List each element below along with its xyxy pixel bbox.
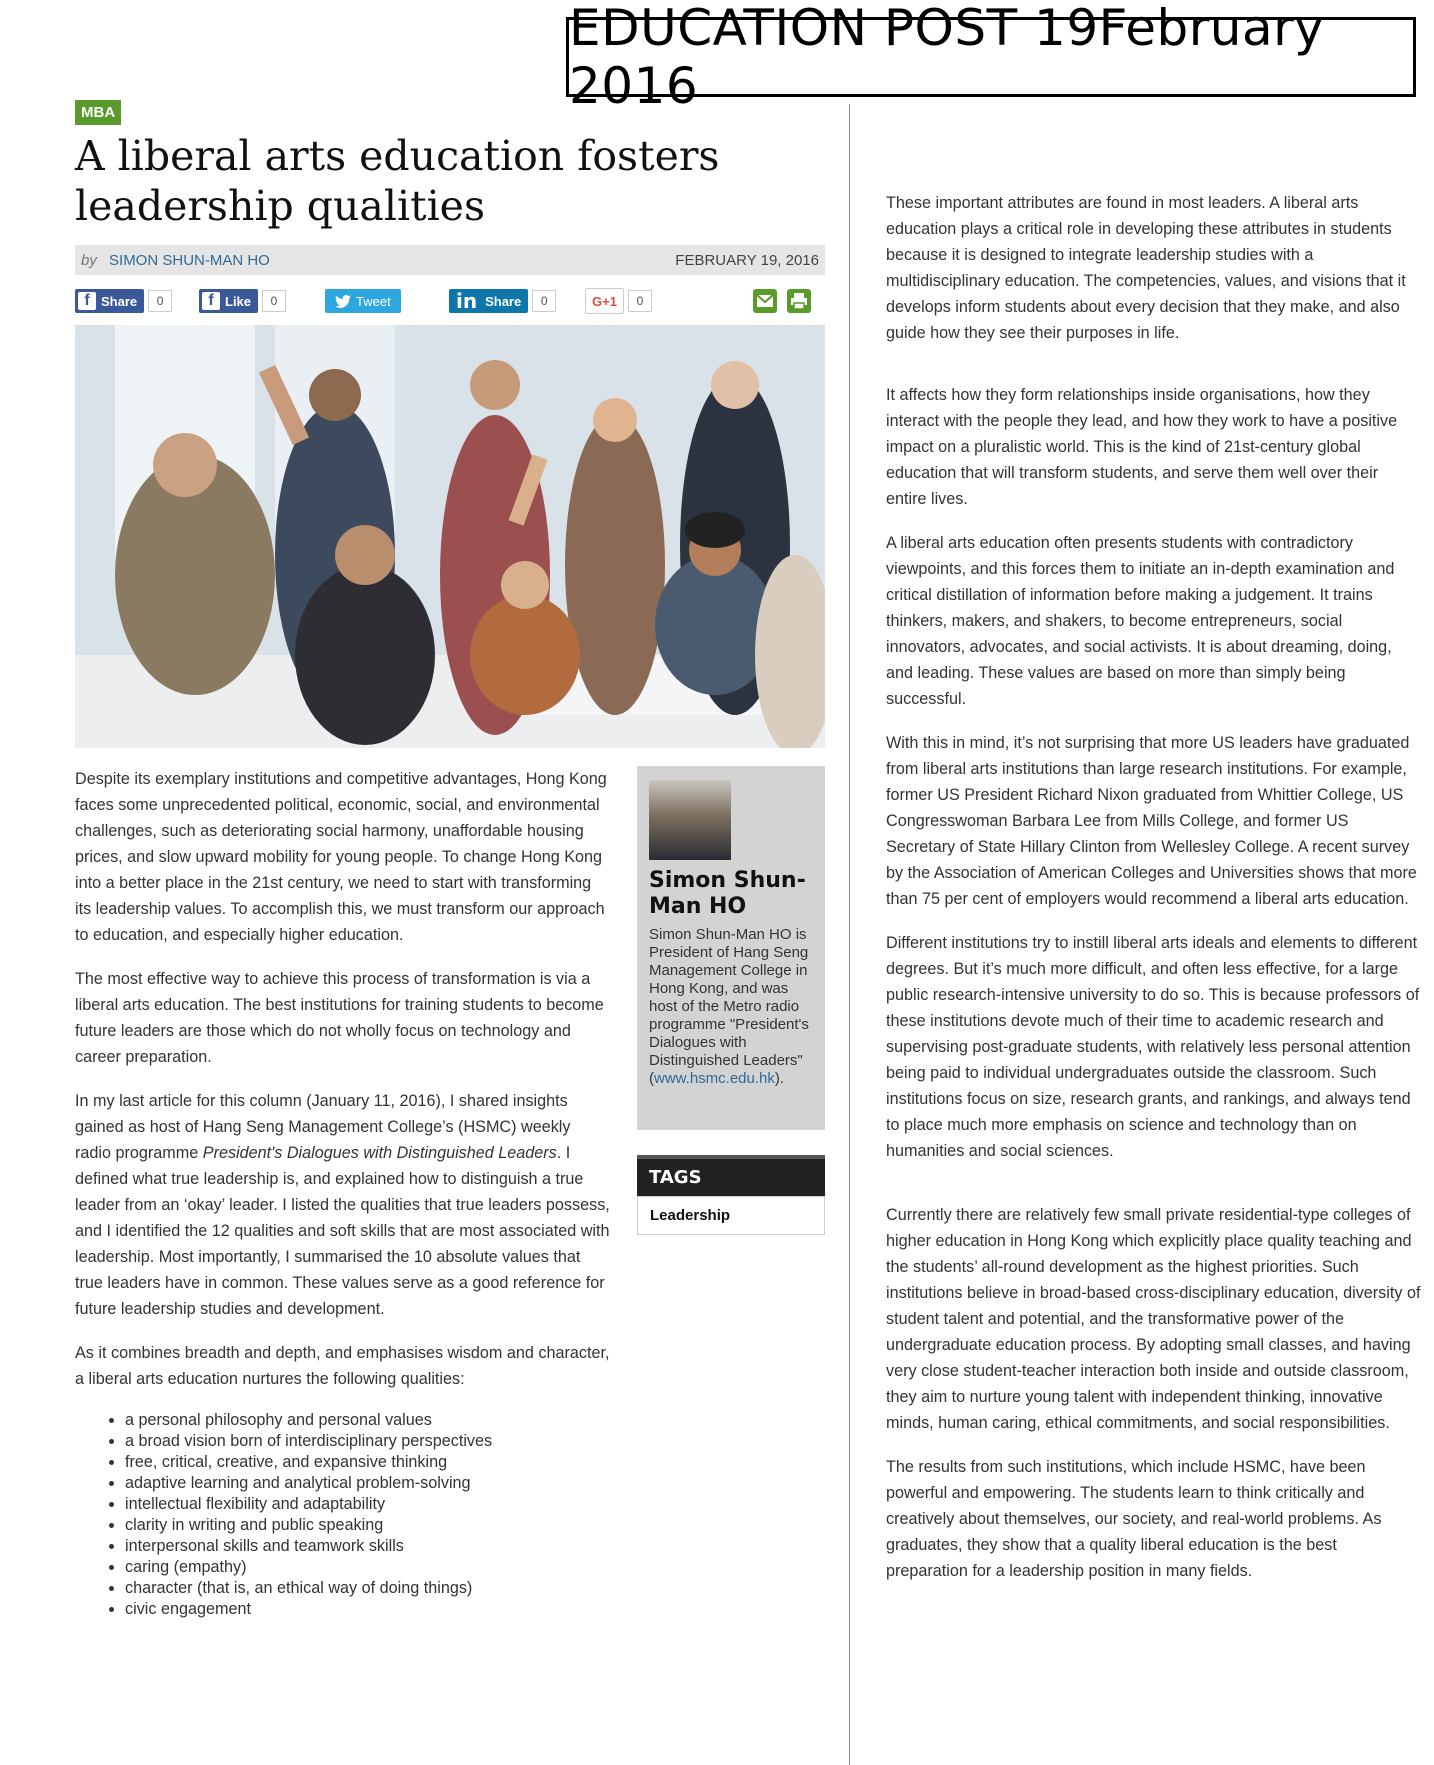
list-item: • interpersonal skills and teamwork skills (125, 1536, 610, 1557)
gplus-count: 0 (628, 290, 652, 312)
paragraph: Different institutions try to instill liberal arts ideals and elements to different degrees. But it’s much more difficult, and often less effective, for a large public research-intensive university to do so. This is because professors of these institutions devote much of their time to academic research and supervising post-graduate students, with relatively less personal attention being paid to individual undergraduates outside the classroom. Such institutions focus on size, research grants, and rankings, and always tend to place much more emphasis on science and technology than on humanities and social sciences. (886, 934, 1420, 1160)
facebook-like-count: 0 (262, 290, 286, 312)
share-bar (75, 285, 825, 325)
tags-header: TAGS (637, 1155, 825, 1196)
left-column (75, 100, 825, 1696)
paragraph: With this in mind, it’s not surprising that more US leaders have graduated from liberal arts institutions than large research institutions. For example, former US President Richard Nixon graduated from Whittier College, US Congresswoman Barbara Lee from Mills College, and former US Secretary of State Hillary Clinton from Wellesley College. A recent survey by the Association of American Colleges and Universities shows that more than 75 per cent of employers would recommend a liberal arts education. (886, 734, 1417, 908)
facebook-share-label: Share (101, 293, 138, 309)
list-item: • clarity in writing and public speaking (125, 1515, 610, 1536)
article-body-left (75, 766, 825, 1696)
list-item: • a personal philosophy and personal values (125, 1410, 610, 1431)
list-item: • free, critical, creative, and expansive thinking (125, 1452, 610, 1473)
paragraph-text: . I defined what true leadership is, and explained how to distinguish a true leader from an ‘okay’ leader. I listed the qualities that true leaders possess, and I identified the 12 qualities and soft skills that are most associated with leadership. Most importantly, I summarised the 10 absolute values that true leaders have in common. These values serve as a good reference for future leadership studies and development. (75, 1144, 610, 1318)
author-photo (649, 780, 731, 860)
facebook-like-button[interactable] (199, 289, 258, 313)
paragraph: The results from such institutions, which include HSMC, have been powerful and empowering. The students learn to think critically and creatively about themselves, our society, and real-world problems. As graduates, they show that a quality liberal education is the best preparation for a leadership position in many fields. (886, 1458, 1382, 1580)
email-icon (753, 289, 777, 313)
list-item: • civic engagement (125, 1599, 610, 1620)
byline-by: by (81, 251, 97, 269)
facebook-icon: f (202, 292, 220, 310)
facebook-like-label: Like (225, 293, 252, 309)
section-tag-mba[interactable]: MBA (75, 100, 121, 125)
bio-text-end: ). (774, 1070, 785, 1087)
paragraph: A liberal arts education often presents students with contradictory viewpoints, and this forces them to initiate an in-depth examination and critical distillation of information before making a judgement. It trains thinkers, makers, and shakers, to become entrepreneurs, social innovators, advocates, and social activists. It is about dreaming, doing, and leading. These values are based on more than simply being successful. (886, 534, 1395, 708)
byline-bar (75, 245, 825, 275)
linkedin-widget (449, 289, 556, 313)
tweet-label: Tweet (356, 293, 391, 309)
column-divider (849, 104, 850, 1765)
gplus-label: G+1 (592, 293, 617, 309)
facebook-icon: f (78, 292, 96, 310)
bio-text: Simon Shun-Man HO is President of Hang Seng Management College in Hong Kong, and was host of the Metro radio programme "President's Dialogues with Distinguished Leaders" ( (649, 926, 809, 1087)
paragraph: Currently there are relatively few small private residential-type colleges of higher education in Hong Kong which explicitly place quality teaching and the students’ all-round development as the highest priorities. Such institutions believe in broad-based cross-disciplinary education, diversity of student talent and potential, and the transformative power of the undergraduate education process. By adopting small classes, and having very close student-teacher interaction both inside and outside classroom, they aim to nurture young talent with independent thinking, innovative minds, human caring, ethical commitments, and social responsibilities. (886, 1206, 1421, 1432)
author-bio-box (637, 766, 825, 1130)
left-text-column (75, 766, 610, 1620)
linkedin-share-button[interactable] (449, 289, 528, 313)
masthead-title: EDUCATION POST 19February 2016 (566, 17, 1416, 97)
twitter-bird-icon (335, 295, 351, 308)
facebook-share-count: 0 (148, 290, 172, 312)
gplus-button[interactable] (585, 288, 624, 314)
paragraph: As it combines breadth and depth, and emphasises wisdom and character, a liberal arts education nurtures the following qualities: (75, 1344, 610, 1388)
twitter-widget (325, 289, 401, 313)
list-item: • a broad vision born of interdisciplinary perspectives (125, 1431, 610, 1452)
article-photo (75, 325, 825, 748)
list-item: • character (that is, an ethical way of doing things) (125, 1578, 610, 1599)
list-item: • caring (empathy) (125, 1557, 610, 1578)
gplus-widget (585, 289, 652, 313)
tag-leadership[interactable]: Leadership (637, 1196, 825, 1235)
paragraph: It affects how they form relationships inside organisations, how they interact with the people they lead, and how they work to have a positive impact on a pluralistic world. This is the kind of 21st-century global education that will transform students, and serve them well over their entire lives. (886, 386, 1398, 508)
linkedin-share-label: Share (485, 293, 522, 309)
linkedin-icon: in (456, 289, 478, 313)
email-button[interactable] (753, 289, 777, 313)
paragraph: These important attributes are found in most leaders. A liberal arts education plays a critical role in developing these attributes in students because it is designed to integrate leadership studies with a multidisciplinary education. The competencies, values, and visions that it develops inform students about every decision that they make, and also guide how they see their purposes in life. (886, 194, 1406, 342)
paragraph: The most effective way to achieve this process of transformation is via a liberal arts education. The best institutions for training students to become future leaders are those which do not wholly focus on technology and career preparation. (75, 970, 604, 1066)
print-icon (787, 289, 811, 313)
print-button[interactable] (787, 289, 811, 313)
facebook-share-button[interactable] (75, 289, 144, 313)
publish-date: FEBRUARY 19, 2016 (675, 251, 819, 269)
facebook-like-widget (199, 289, 286, 313)
list-item: • adaptive learning and analytical problem-solving (125, 1473, 610, 1494)
author-bio-text (649, 926, 813, 1088)
author-website-link[interactable]: www.hsmc.edu.hk (654, 1070, 775, 1087)
paragraph-text: In my last article for this column (January 11, 2016), I shared insights gained as host of Hang Seng Management College’s (HSMC) weekly radio programme (75, 1092, 571, 1162)
article-title: A liberal arts education fosters leadership qualities (75, 132, 720, 230)
meeting-photo-illustration (75, 325, 825, 748)
facebook-share-widget (75, 289, 172, 313)
author-link[interactable]: SIMON SHUN-MAN HO (109, 251, 270, 269)
tweet-button[interactable] (325, 289, 401, 313)
tags-box (637, 1155, 825, 1235)
paragraph (75, 1088, 610, 1322)
linkedin-share-count: 0 (532, 290, 556, 312)
author-bio-name: Simon Shun-Man HO (649, 868, 806, 919)
list-item: • intellectual flexibility and adaptability (125, 1494, 610, 1515)
programme-title: President's Dialogues with Distinguished Leaders (202, 1144, 557, 1162)
paragraph: Despite its exemplary institutions and competitive advantages, Hong Kong faces some unprecedented political, economic, social, and environmental challenges, such as deteriorating social harmony, unaffordable housing prices, and slow upward mobility for young people. To change Hong Kong into a better place in the 21st century, we need to start with transforming its leadership values. To accomplish this, we must transform our approach to education, and especially higher education. (75, 770, 607, 944)
right-column (886, 190, 1422, 1602)
qualities-list (75, 1410, 610, 1620)
